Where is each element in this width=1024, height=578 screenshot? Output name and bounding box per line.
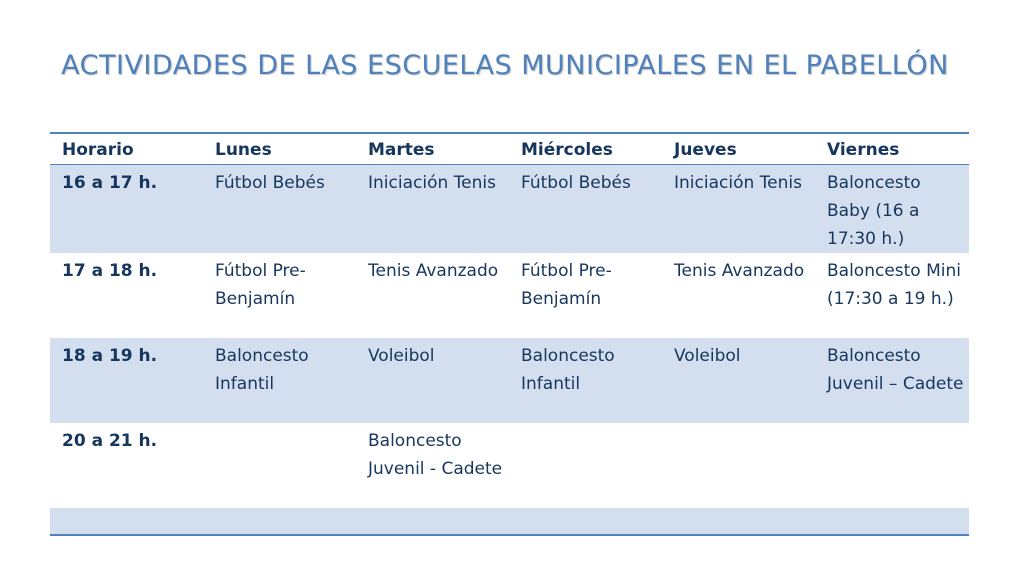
table-row <box>50 338 969 423</box>
activity-cell: Tenis Avanzado <box>674 261 805 281</box>
activity-cell: Voleibol <box>662 338 815 423</box>
header-lunes: Lunes <box>203 133 356 165</box>
time-cell: 16 a 17 h. <box>50 165 203 254</box>
header-martes: Martes <box>356 133 509 165</box>
time-cell: 17 a 18 h. <box>62 261 158 281</box>
header-miercoles: Miércoles <box>509 133 662 165</box>
activity-cell: Baloncesto Juvenil - Cadete <box>368 431 503 479</box>
activity-cell: Iniciación Tenis <box>356 165 509 254</box>
activity-cell: Fútbol Bebés <box>509 165 662 254</box>
activity-cell: Baloncesto Mini (17:30 a 19 h.) <box>827 261 961 309</box>
activity-cell <box>203 423 356 508</box>
page-title: ACTIVIDADES DE LAS ESCUELAS MUNICIPALES EN EL PABELLÓN <box>61 50 949 81</box>
table-row <box>50 423 969 508</box>
activity-cell: Voleibol <box>356 338 509 423</box>
header-horario: Horario <box>50 133 203 165</box>
time-cell: 18 a 19 h. <box>50 338 203 423</box>
activity-cell: Fútbol Pre-Benjamín <box>215 261 306 309</box>
activity-cell <box>815 423 969 508</box>
activity-cell <box>662 423 815 508</box>
header-jueves: Jueves <box>662 133 815 165</box>
activity-cell: Fútbol Bebés <box>203 165 356 254</box>
activity-cell: Tenis Avanzado <box>368 261 499 281</box>
schedule-table <box>50 132 969 536</box>
activity-cell: Baloncesto Infantil <box>509 338 662 423</box>
empty-table-row <box>50 508 969 535</box>
time-cell: 20 a 21 h. <box>62 431 158 451</box>
activity-cell: Fútbol Pre-Benjamín <box>521 261 612 309</box>
activity-cell: Iniciación Tenis <box>662 165 815 254</box>
header-row <box>50 133 969 165</box>
header-viernes: Viernes <box>815 133 969 165</box>
activity-cell: Baloncesto Infantil <box>203 338 356 423</box>
table-row <box>50 165 969 254</box>
activity-cell: Baloncesto Baby (16 a 17:30 h.) <box>815 165 969 254</box>
table-row <box>50 253 969 338</box>
activity-cell <box>509 423 662 508</box>
activity-cell: Baloncesto Juvenil – Cadete <box>815 338 969 423</box>
